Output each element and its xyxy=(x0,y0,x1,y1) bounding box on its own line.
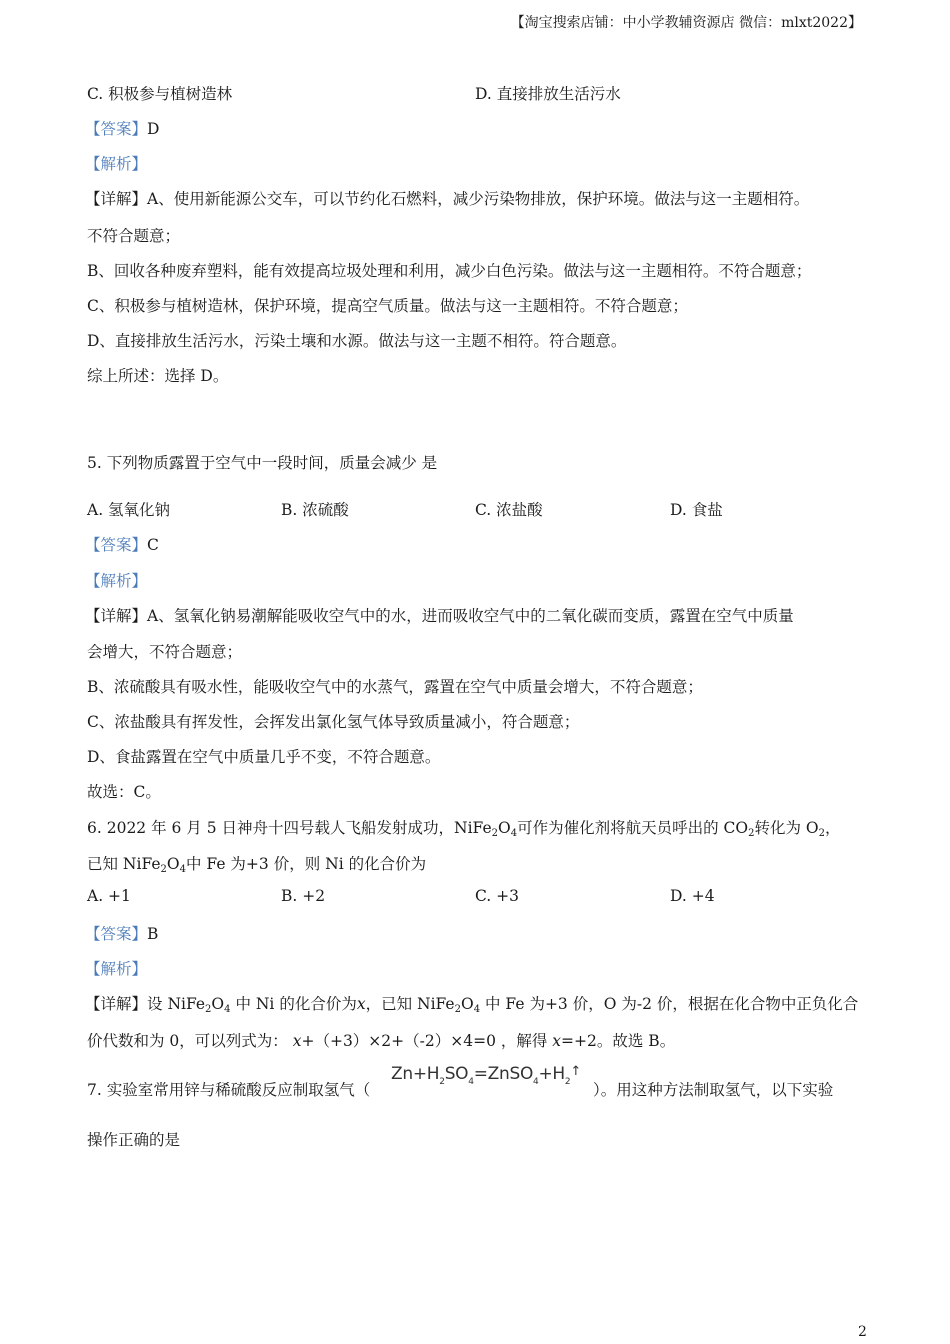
page-header: 【淘宝搜索店铺：中小学教辅资源店 微信：mlxt2022】 xyxy=(510,15,862,31)
q5-question: 5. 下列物质露置于空气中一段时间，质量会减少 是 xyxy=(87,454,438,472)
q5-detail-line2: 会增大，不符合题意； xyxy=(87,643,243,661)
q5-analysis-label: 【解析】 xyxy=(85,572,148,590)
q6-detail-line1: 【详解】设 $NiFe_2O_4$ 中 Ni 的化合价为x，已知 $NiFe_2O_4$ 中 Fe 为+3 价，O 为-2 价，根据在化合物中正负化合 xyxy=(85,995,859,1015)
detail-label: 【详解】 xyxy=(85,190,148,208)
q4-option-d: D. 直接排放生活污水 xyxy=(475,85,621,103)
q4-line-b: B、回收各种废弃塑料，能有效提高垃圾处理和利用，减少白色污染。做法与这一主题相符。不符合题意； xyxy=(87,262,812,280)
q6-question-line1: 6. 2022 年 6 月 5 日神舟十四号载人飞船发射成功，$NiFe_2O_4$可作为催化剂将航天员呼出的 $CO_2$转化为 $O_2$， xyxy=(87,819,841,839)
page-number: 2 xyxy=(858,1324,867,1340)
q4-analysis-label: 【解析】 xyxy=(85,155,148,173)
q6-option-c: C. +3 xyxy=(475,887,520,905)
q4-detail-line2: 不符合题意； xyxy=(87,227,181,245)
detail-label: 【详解】 xyxy=(85,995,148,1013)
reaction-equation: $Zn+H_2SO_4=ZnSO_4+H_2^↑$ xyxy=(391,1064,581,1087)
answer-label: 【答案】 xyxy=(85,536,148,554)
q5-option-d: D. 食盐 xyxy=(670,501,723,519)
q6-option-b: B. +2 xyxy=(281,887,326,905)
q6-answer xyxy=(85,922,158,944)
answer-value: B xyxy=(147,925,159,943)
q4-line-c: C、积极参与植树造林，保护环境，提高空气质量。做法与这一主题相符。不符合题意； xyxy=(87,297,688,315)
detail-text: A、氢氧化钠易潮解能吸收空气中的水，进而吸收空气中的二氧化碳而变质，露置在空气中质量 xyxy=(147,607,794,625)
q5-summary: 故选：C。 xyxy=(87,783,161,801)
q5-line-c: C、浓盐酸具有挥发性，会挥发出氯化氢气体导致质量减小，符合题意； xyxy=(87,713,580,731)
gas-arrow-icon: ↑ xyxy=(570,1064,581,1079)
q7-question-line1-end: ）。用这种方法制取氢气，以下实验 xyxy=(593,1081,834,1099)
q7-question-line2: 操作正确的是 xyxy=(87,1131,181,1149)
answer-value: D xyxy=(147,120,160,138)
answer-value: C xyxy=(147,536,159,554)
detail-text: A、使用新能源公交车，可以节约化石燃料，减少污染物排放，保护环境。做法与这一主题相符。 xyxy=(147,190,810,208)
q4-answer xyxy=(85,117,159,139)
q6-option-d: D. +4 xyxy=(670,887,715,905)
q4-line-d: D、直接排放生活污水，污染土壤和水源。做法与这一主题不相符。符合题意。 xyxy=(87,332,627,350)
q5-answer xyxy=(85,533,159,555)
q5-option-b: B. 浓硫酸 xyxy=(281,501,349,519)
q5-option-a: A. 氢氧化钠 xyxy=(87,501,171,519)
q6-analysis-label: 【解析】 xyxy=(85,960,148,978)
q7-question-line1-start: 7. 实验室常用锌与稀硫酸反应制取氢气（ xyxy=(87,1081,371,1099)
q5-option-c: C. 浓盐酸 xyxy=(475,501,543,519)
q4-option-c: C. 积极参与植树造林 xyxy=(87,85,233,103)
q6-option-a: A. +1 xyxy=(87,887,131,905)
answer-label: 【答案】 xyxy=(85,120,148,138)
q5-detail-line1 xyxy=(85,604,794,626)
q5-line-d: D、食盐露置在空气中质量几乎不变，不符合题意。 xyxy=(87,748,441,766)
detail-label: 【详解】 xyxy=(85,607,148,625)
q6-question-line2: 已知 $NiFe_2O_4$中 Fe 为+3 价，则 Ni 的化合价为 xyxy=(87,855,427,875)
q4-summary: 综上所述：选择 D。 xyxy=(87,367,229,385)
answer-label: 【答案】 xyxy=(85,925,148,943)
q5-line-b: B、浓硫酸具有吸水性，能吸收空气中的水蒸气，露置在空气中质量会增大，不符合题意； xyxy=(87,678,703,696)
q4-detail-line1 xyxy=(85,187,809,209)
q6-detail-line2: 价代数和为 0，可以列式为： x+（+3）×2+（-2）×4=0 ，解得 x=+2。故选 B。 xyxy=(87,1032,676,1050)
